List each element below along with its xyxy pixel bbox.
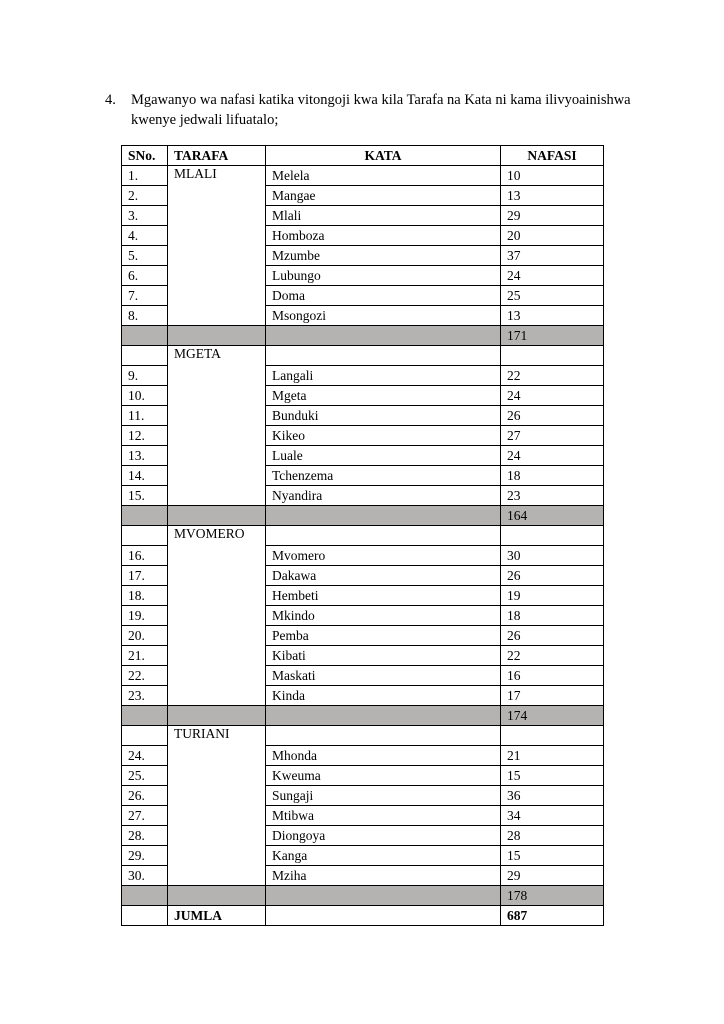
list-number: 4.: [105, 92, 116, 108]
cell-kata: Mzumbe: [266, 246, 501, 266]
cell-kata: Msongozi: [266, 306, 501, 326]
cell-sno-empty: [122, 346, 168, 366]
cell-kata-empty: [266, 346, 501, 366]
cell-nafasi: 22: [501, 646, 604, 666]
cell-nafasi: 10: [501, 166, 604, 186]
cell-sno: 5.: [122, 246, 168, 266]
cell-nafasi: 37: [501, 246, 604, 266]
cell-sno: 17.: [122, 566, 168, 586]
cell-sno-empty: [122, 526, 168, 546]
cell-sno: 20.: [122, 626, 168, 646]
cell-kata: Kweuma: [266, 766, 501, 786]
cell-kata: Nyandira: [266, 486, 501, 506]
cell-sno: 10.: [122, 386, 168, 406]
subtotal-sno-empty: [122, 506, 168, 526]
cell-kata: Kibati: [266, 646, 501, 666]
cell-sno: 16.: [122, 546, 168, 566]
header-tarafa: TARAFA: [168, 146, 266, 166]
cell-nafasi: 17: [501, 686, 604, 706]
cell-nafasi: 24: [501, 266, 604, 286]
header-sno: SNo.: [122, 146, 168, 166]
cell-nafasi: 24: [501, 446, 604, 466]
cell-sno: 7.: [122, 286, 168, 306]
total-kata-empty: [266, 906, 501, 926]
cell-kata: Mangae: [266, 186, 501, 206]
total-sno-empty: [122, 906, 168, 926]
cell-kata: Mhonda: [266, 746, 501, 766]
cell-sno: 18.: [122, 586, 168, 606]
cell-kata: Diongoya: [266, 826, 501, 846]
cell-sno: 24.: [122, 746, 168, 766]
cell-nafasi: 19: [501, 586, 604, 606]
cell-sno: 12.: [122, 426, 168, 446]
nafasi-table: [121, 145, 604, 926]
subtotal-tarafa-empty: [168, 506, 266, 526]
tarafa-row: [122, 346, 604, 366]
cell-sno: 13.: [122, 446, 168, 466]
cell-tarafa: MLALI: [168, 166, 266, 326]
cell-kata: Mlali: [266, 206, 501, 226]
cell-kata-empty: [266, 726, 501, 746]
table-row: [122, 166, 604, 186]
cell-kata: Dakawa: [266, 566, 501, 586]
cell-sno: 23.: [122, 686, 168, 706]
cell-sno: 22.: [122, 666, 168, 686]
subtotal-row: [122, 326, 604, 346]
cell-kata: Mziha: [266, 866, 501, 886]
cell-kata: Bunduki: [266, 406, 501, 426]
subtotal-kata-empty: [266, 326, 501, 346]
cell-sno: 25.: [122, 766, 168, 786]
cell-sno: 15.: [122, 486, 168, 506]
cell-nafasi: 16: [501, 666, 604, 686]
cell-nafasi: 15: [501, 766, 604, 786]
subtotal-row: [122, 506, 604, 526]
cell-sno: 26.: [122, 786, 168, 806]
header-kata: KATA: [266, 146, 501, 166]
cell-kata: Maskati: [266, 666, 501, 686]
cell-kata-empty: [266, 526, 501, 546]
cell-kata: Kanga: [266, 846, 501, 866]
subtotal-sno-empty: [122, 326, 168, 346]
cell-kata: Hembeti: [266, 586, 501, 606]
subtotal-sno-empty: [122, 886, 168, 906]
cell-kata: Homboza: [266, 226, 501, 246]
subtotal-tarafa-empty: [168, 706, 266, 726]
cell-nafasi: 30: [501, 546, 604, 566]
cell-sno: 4.: [122, 226, 168, 246]
cell-kata: Pemba: [266, 626, 501, 646]
cell-sno: 29.: [122, 846, 168, 866]
cell-nafasi: 22: [501, 366, 604, 386]
cell-kata: Mgeta: [266, 386, 501, 406]
total-row: [122, 906, 604, 926]
cell-sno: 2.: [122, 186, 168, 206]
total-value: 687: [501, 906, 604, 926]
cell-sno: 11.: [122, 406, 168, 426]
subtotal-value: 178: [501, 886, 604, 906]
cell-sno: 19.: [122, 606, 168, 626]
cell-nafasi: 21: [501, 746, 604, 766]
cell-nafasi: 24: [501, 386, 604, 406]
cell-nafasi: 28: [501, 826, 604, 846]
cell-sno: 27.: [122, 806, 168, 826]
cell-kata: Luale: [266, 446, 501, 466]
cell-tarafa: MVOMERO: [168, 526, 266, 706]
cell-kata: Sungaji: [266, 786, 501, 806]
cell-nafasi: 26: [501, 626, 604, 646]
intro-text: Mgawanyo wa nafasi katika vitongoji kwa kila Tarafa na Kata ni kama ilivyoainishwa kwenye jedwali lifuatalo;: [131, 92, 631, 128]
cell-nafasi: 27: [501, 426, 604, 446]
cell-kata: Doma: [266, 286, 501, 306]
cell-nafasi: 25: [501, 286, 604, 306]
cell-kata: Mvomero: [266, 546, 501, 566]
cell-sno: 30.: [122, 866, 168, 886]
cell-nafasi: 26: [501, 566, 604, 586]
cell-kata: Mkindo: [266, 606, 501, 626]
cell-nafasi: 15: [501, 846, 604, 866]
cell-tarafa: MGETA: [168, 346, 266, 506]
table-header-row: [122, 146, 604, 166]
cell-sno: 3.: [122, 206, 168, 226]
cell-nafasi: 26: [501, 406, 604, 426]
cell-nafasi: 13: [501, 186, 604, 206]
cell-sno: 14.: [122, 466, 168, 486]
tarafa-row: [122, 526, 604, 546]
cell-nafasi-empty: [501, 346, 604, 366]
cell-nafasi-empty: [501, 726, 604, 746]
table-body: [122, 166, 604, 926]
cell-sno: 9.: [122, 366, 168, 386]
cell-kata: Kinda: [266, 686, 501, 706]
cell-nafasi: 36: [501, 786, 604, 806]
subtotal-value: 164: [501, 506, 604, 526]
subtotal-kata-empty: [266, 506, 501, 526]
cell-kata: Kikeo: [266, 426, 501, 446]
cell-kata: Langali: [266, 366, 501, 386]
cell-sno: 8.: [122, 306, 168, 326]
cell-sno: 21.: [122, 646, 168, 666]
intro-paragraph: [105, 90, 645, 130]
subtotal-kata-empty: [266, 886, 501, 906]
cell-nafasi: 20: [501, 226, 604, 246]
cell-kata: Tchenzema: [266, 466, 501, 486]
cell-kata: Lubungo: [266, 266, 501, 286]
cell-tarafa: TURIANI: [168, 726, 266, 886]
cell-sno: 28.: [122, 826, 168, 846]
subtotal-tarafa-empty: [168, 326, 266, 346]
cell-nafasi: 29: [501, 206, 604, 226]
cell-sno-empty: [122, 726, 168, 746]
cell-nafasi: 29: [501, 866, 604, 886]
cell-nafasi: 34: [501, 806, 604, 826]
cell-kata: Melela: [266, 166, 501, 186]
cell-nafasi: 13: [501, 306, 604, 326]
subtotal-row: [122, 706, 604, 726]
cell-nafasi: 18: [501, 466, 604, 486]
total-label: JUMLA: [168, 906, 266, 926]
subtotal-sno-empty: [122, 706, 168, 726]
cell-kata: Mtibwa: [266, 806, 501, 826]
subtotal-value: 171: [501, 326, 604, 346]
subtotal-kata-empty: [266, 706, 501, 726]
cell-nafasi: 23: [501, 486, 604, 506]
cell-nafasi-empty: [501, 526, 604, 546]
header-nafasi: NAFASI: [501, 146, 604, 166]
tarafa-row: [122, 726, 604, 746]
subtotal-row: [122, 886, 604, 906]
subtotal-tarafa-empty: [168, 886, 266, 906]
cell-nafasi: 18: [501, 606, 604, 626]
cell-sno: 6.: [122, 266, 168, 286]
subtotal-value: 174: [501, 706, 604, 726]
cell-sno: 1.: [122, 166, 168, 186]
